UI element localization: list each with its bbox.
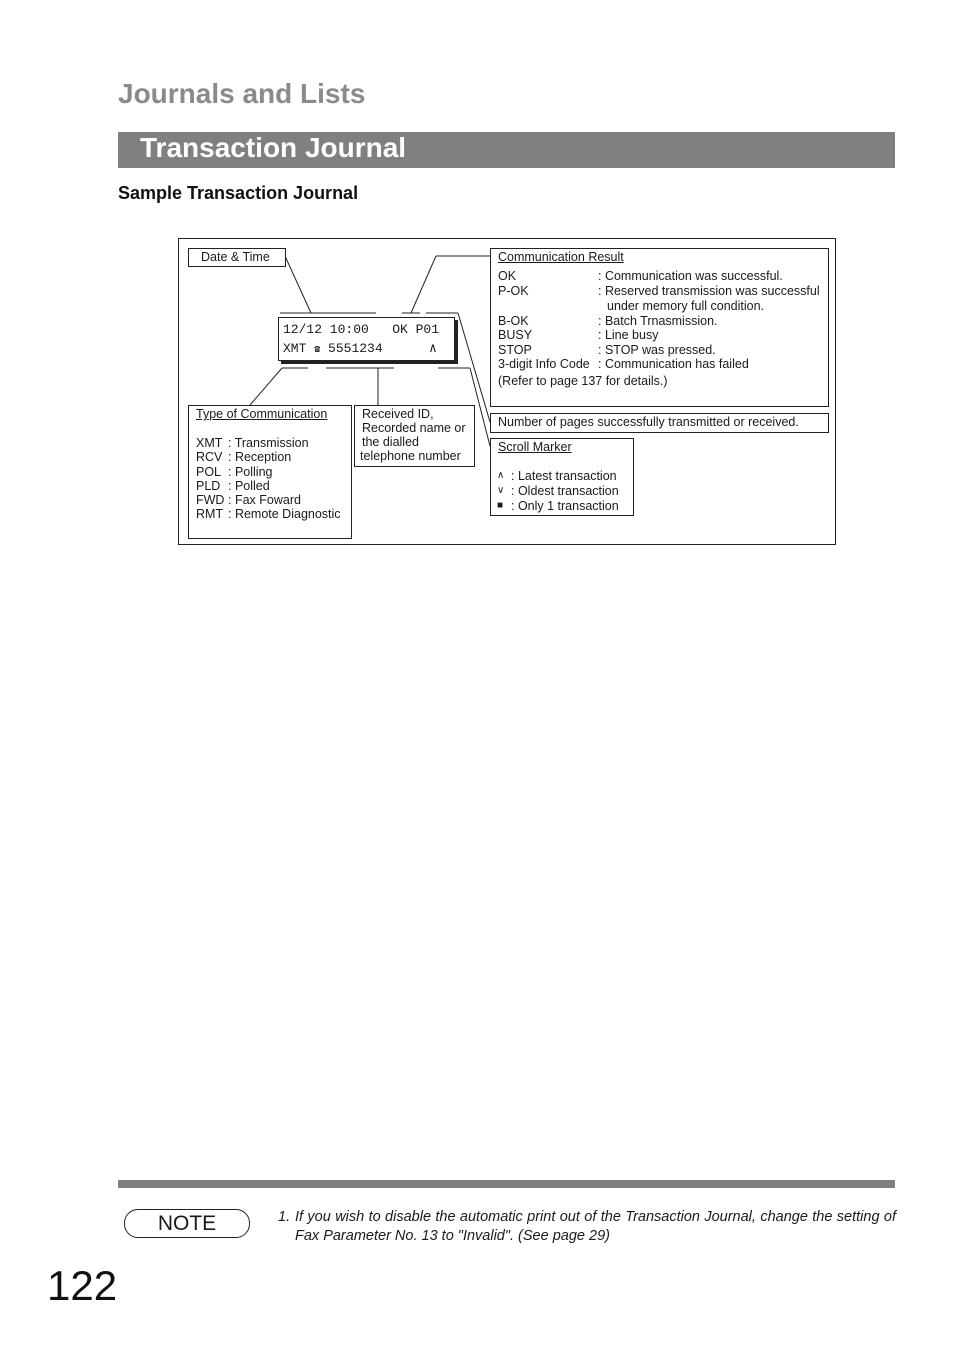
comm-type-code: RCV (196, 450, 223, 464)
page-title: Transaction Journal (140, 132, 407, 163)
result-refer: (Refer to page 137 for details.) (498, 374, 668, 388)
down-chevron-icon: ∨ (497, 485, 505, 496)
received-id-line: telephone number (360, 449, 461, 463)
result-code: STOP (498, 343, 532, 357)
scroll-marker-title: Scroll Marker (498, 440, 572, 454)
comm-type-desc: : Reception (228, 450, 292, 464)
section-title: Journals and Lists (118, 78, 366, 109)
pages-label: Number of pages successfully transmitted or received. (498, 415, 799, 429)
comm-type-desc: : Polling (228, 465, 273, 479)
lcd-number: 5551234 (320, 341, 383, 356)
result-code: BUSY (498, 328, 533, 342)
received-id-line: the dialled (362, 435, 419, 449)
result-desc: : Batch Trnasmission. (598, 314, 718, 328)
result-desc: : STOP was pressed. (598, 343, 716, 357)
received-id-line: Recorded name or (362, 421, 466, 435)
comm-type-code: POL (196, 465, 222, 479)
comm-type-code: XMT (196, 436, 223, 450)
date-time-box (188, 248, 286, 267)
note-text: If you wish to disable the automatic print out of the Transaction Journal, change the setting of Fax Parameter No. 13 to "Invalid". (See page 29) (295, 1209, 896, 1244)
received-id-line: Received ID, (362, 407, 434, 421)
result-desc: : Line busy (598, 328, 659, 342)
pages-box (490, 413, 829, 433)
note-badge: NOTE (124, 1209, 250, 1238)
comm-result-box (490, 248, 829, 407)
lcd-comm-type: XMT (283, 341, 315, 356)
result-desc: : Reserved transmission was successful (598, 284, 820, 298)
result-code: OK (498, 269, 517, 283)
result-code: 3-digit Info Code (498, 357, 590, 371)
result-desc: : Communication has failed (598, 357, 749, 371)
result-desc-cont: under memory full condition. (607, 299, 765, 313)
phone-icon: ☎ (314, 345, 321, 356)
comm-type-code: RMT (196, 507, 224, 521)
comm-type-desc: : Fax Foward (228, 493, 301, 507)
lcd-line-1: 12/12 10:00 OK P01 (283, 322, 440, 337)
lcd-line-2 (283, 341, 383, 356)
lcd-scroll-marker-icon: ∧ (429, 341, 437, 356)
scroll-marker-box (490, 438, 634, 516)
comm-type-code: FWD (196, 493, 225, 507)
result-desc: : Communication was successful. (598, 269, 783, 283)
date-time-label: Date & Time (201, 250, 270, 264)
comm-result-title: Communication Result (498, 250, 624, 264)
comm-type-box (188, 405, 352, 539)
comm-type-desc: : Transmission (228, 436, 309, 450)
comm-type-desc: : Polled (228, 479, 270, 493)
scroll-marker-text: : Oldest transaction (511, 484, 619, 498)
subheading: Sample Transaction Journal (118, 183, 359, 203)
page-number: 122 (47, 1262, 118, 1309)
result-code: B-OK (498, 314, 529, 328)
comm-type-code: PLD (196, 479, 221, 493)
result-code: P-OK (498, 284, 529, 298)
comm-type-title: Type of Communication (196, 407, 328, 421)
comm-type-desc: : Remote Diagnostic (228, 507, 341, 521)
scroll-marker-text: : Latest transaction (511, 469, 617, 483)
footer-rule (118, 1180, 895, 1188)
lcd-display (278, 317, 455, 361)
note-number: 1. (278, 1209, 291, 1225)
up-chevron-icon: ∧ (497, 470, 505, 481)
scroll-marker-text: : Only 1 transaction (511, 499, 619, 513)
filled-square-icon: ■ (497, 500, 504, 511)
received-id-box (354, 405, 475, 467)
